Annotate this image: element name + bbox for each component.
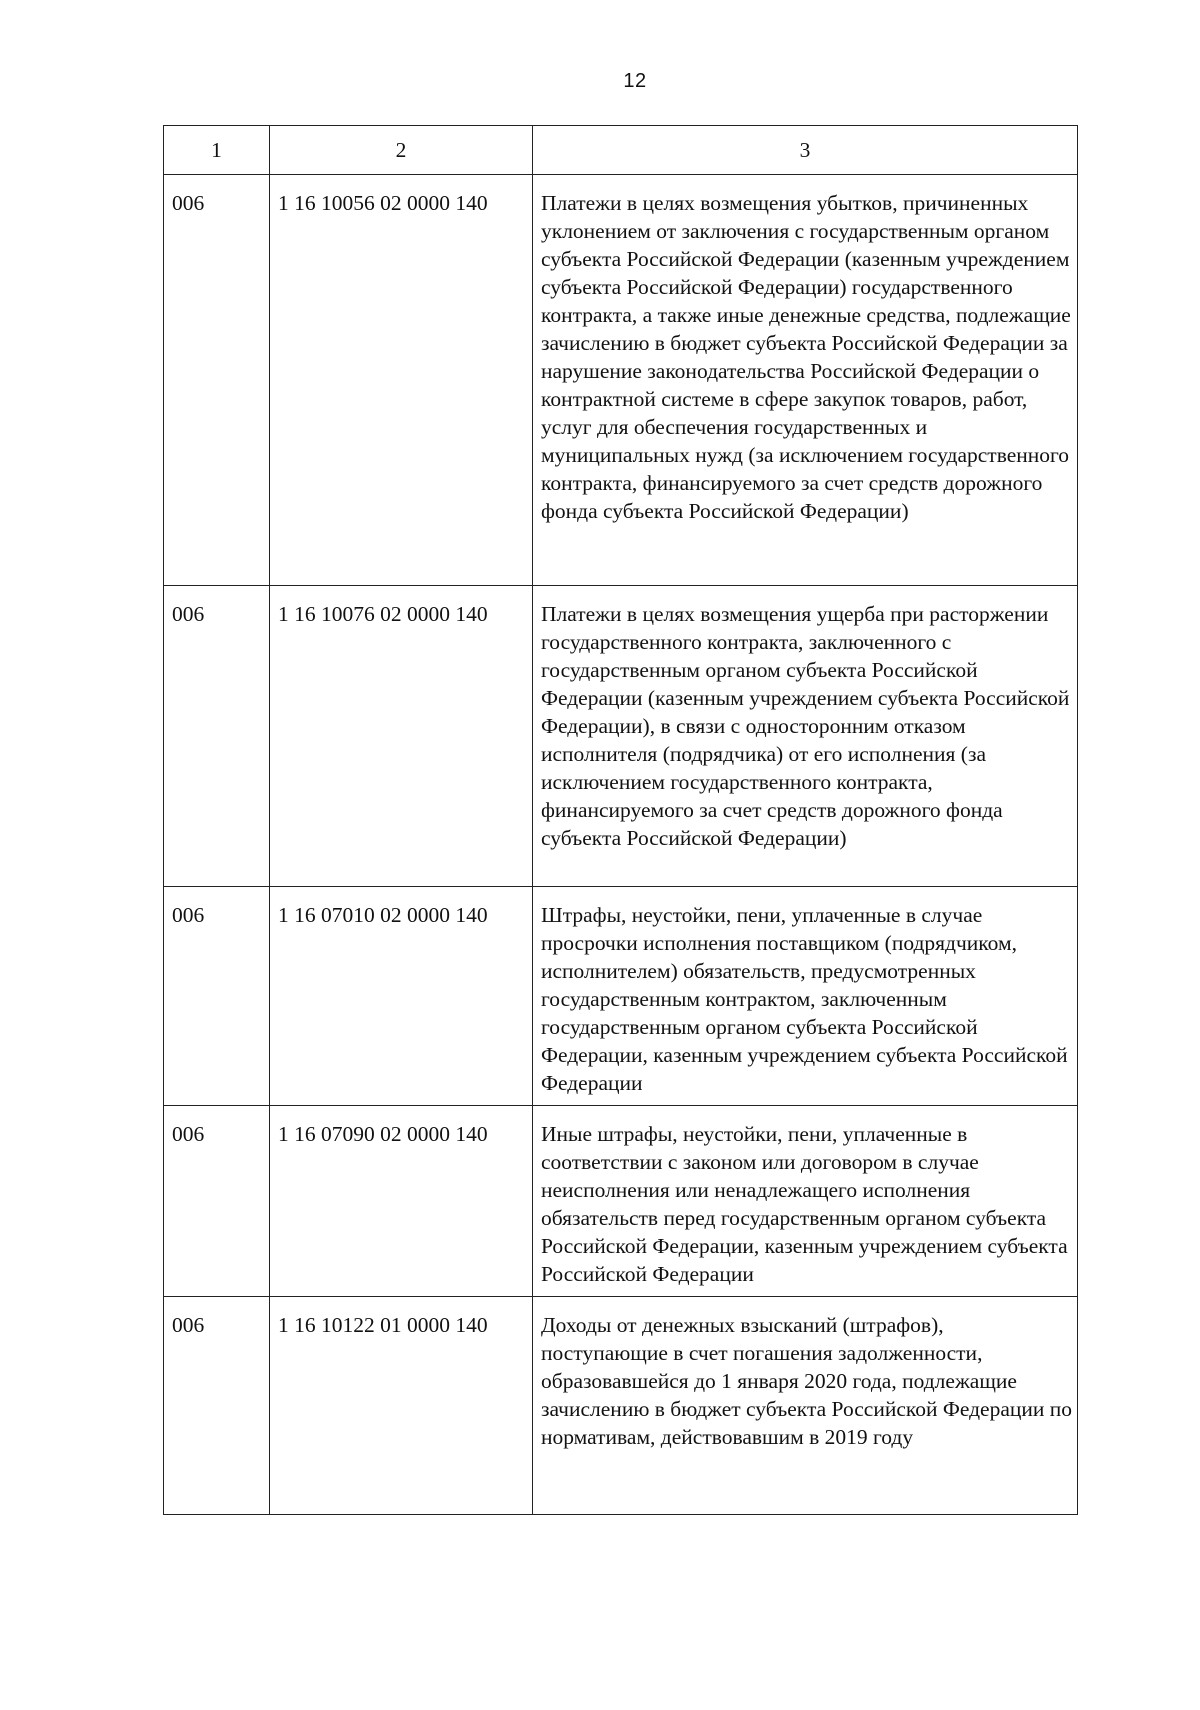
budget-codes-table xyxy=(163,125,1078,1515)
description-cell: Платежи в целях возмещения убытков, причиненных уклонением от заключения с государственным органом субъекта Российской Федерации (казенным учреждением субъекта Российской Федерации) государственного контракта, а также иные денежные средства, подлежащие зачислению в бюджет субъекта Российской Федерации за нарушение законодательства Российской Федерации о контрактной системе в сфере закупок товаров, работ, услуг для обеспечения государственных и муниципальных нужд (за исключением государственного контракта, финансируемого за счет средств дорожного фонда субъекта Российской Федерации) xyxy=(533,175,1078,586)
income-code-cell: 1 16 07090 02 0000 140 xyxy=(270,1106,533,1297)
table-row xyxy=(164,1106,1078,1297)
table-row xyxy=(164,175,1078,586)
header-row xyxy=(164,126,1078,175)
description-cell: Платежи в целях возмещения ущерба при расторжении государственного контракта, заключенного с государственным органом субъекта Российской Федерации (казенным учреждением субъекта Российской Федерации), в связи с односторонним отказом исполнителя (подрядчика) от его исполнения (за исключением государственного контракта, финансируемого за счет средств дорожного фонда субъекта Российской Федерации) xyxy=(533,586,1078,887)
table-row xyxy=(164,887,1078,1106)
table-row xyxy=(164,1297,1078,1515)
column-header-3: 3 xyxy=(533,126,1078,175)
admin-code-cell: 006 xyxy=(164,1297,270,1515)
admin-code-cell: 006 xyxy=(164,1106,270,1297)
column-header-2: 2 xyxy=(270,126,533,175)
income-code-cell: 1 16 10076 02 0000 140 xyxy=(270,586,533,887)
description-cell: Доходы от денежных взысканий (штрафов), поступающие в счет погашения задолженности, образовавшейся до 1 января 2020 года, подлежащие зачислению в бюджет субъекта Российской Федерации по нормативам, действовавшим в 2019 году xyxy=(533,1297,1078,1515)
admin-code-cell: 006 xyxy=(164,586,270,887)
admin-code-cell: 006 xyxy=(164,175,270,586)
income-code-cell: 1 16 07010 02 0000 140 xyxy=(270,887,533,1106)
income-code-cell: 1 16 10122 01 0000 140 xyxy=(270,1297,533,1515)
description-cell: Иные штрафы, неустойки, пени, уплаченные в соответствии с законом или договором в случае неисполнения или ненадлежащего исполнения обязательств перед государственным органом субъекта Российской Федерации, казенным учреждением субъекта Российской Федерации xyxy=(533,1106,1078,1297)
admin-code-cell: 006 xyxy=(164,887,270,1106)
table-body xyxy=(164,175,1078,1515)
description-cell: Штрафы, неустойки, пени, уплаченные в случае просрочки исполнения поставщиком (подрядчиком, исполнителем) обязательств, предусмотренных государственным контрактом, заключенным государственным органом субъекта Российской Федерации, казенным учреждением субъекта Российской Федерации xyxy=(533,887,1078,1106)
table-header xyxy=(164,126,1078,175)
page-number: 12 xyxy=(623,70,647,92)
column-header-1: 1 xyxy=(164,126,270,175)
table-row xyxy=(164,586,1078,887)
income-code-cell: 1 16 10056 02 0000 140 xyxy=(270,175,533,586)
